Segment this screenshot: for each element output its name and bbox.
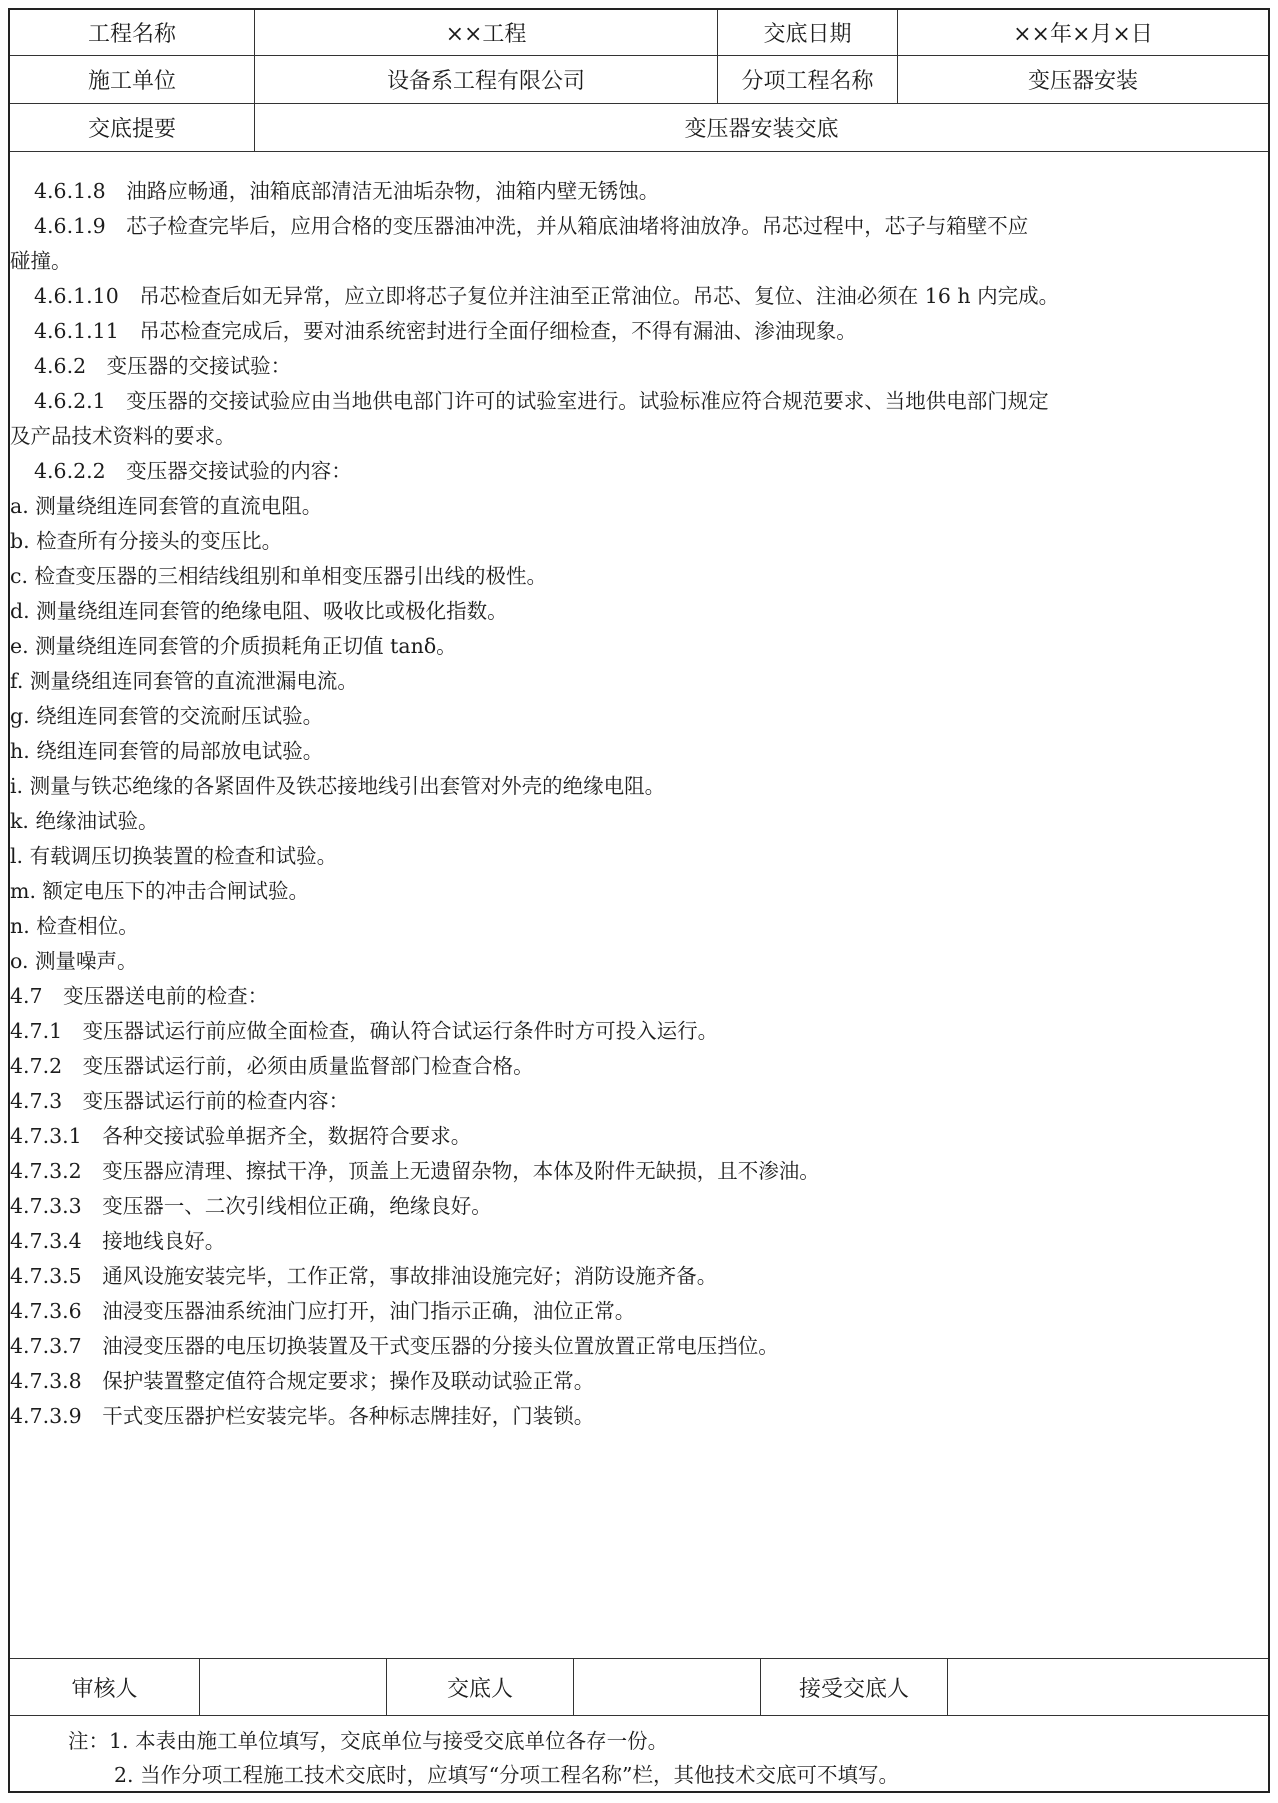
notes-section	[10, 1716, 1268, 1793]
content-line: 碰撞。	[10, 249, 72, 273]
project-name-value: ××工程	[255, 10, 718, 55]
subproject-name-value: 变压器安装	[1027, 69, 1138, 94]
construction-unit-value: 设备系工程有限公司	[255, 56, 718, 103]
content-line: 4.6.2.1 变压器的交接试验应由当地供电部门许可的试验室进行。试验标准应符合规范要求、当地供电部门规定	[34, 389, 1049, 413]
discloser-label: 交底人	[387, 1659, 574, 1715]
content-line: 4.6.2.2 变压器交接试验的内容：	[34, 459, 352, 483]
content-line: o. 测量噪声。	[10, 949, 138, 973]
content-line: n. 检查相位。	[10, 914, 139, 938]
header-row-3	[10, 104, 1268, 152]
content-line: 4.6.1.10 吊芯检查后如无异常，应立即将芯子复位并注油至正常油位。吊芯、复位、注油必须在 16 h 内完成。	[34, 284, 1060, 308]
content-line: 4.6.1.9 芯子检查完毕后，应用合格的变压器油冲洗，并从箱底油堵将油放净。吊芯过程中，芯子与箱壁不应	[34, 214, 1029, 238]
reviewer-value	[200, 1659, 387, 1715]
content-line: 4.7.2 变压器试运行前，必须由质量监督部门检查合格。	[10, 1054, 534, 1078]
note-1: 注：1. 本表由施工单位填写，交底单位与接受交底单位各存一份。	[68, 1729, 669, 1753]
date-value: ××年×月×日	[1013, 22, 1153, 47]
reviewer-label: 审核人	[10, 1659, 200, 1715]
content-line: 4.7.3.8 保护装置整定值符合规定要求；操作及联动试验正常。	[10, 1369, 595, 1393]
discloser-value	[574, 1659, 761, 1715]
content-line: 4.7 变压器送电前的检查：	[10, 984, 269, 1008]
content-line: 及产品技术资料的要求。	[10, 424, 236, 448]
content-line: 4.6.2 变压器的交接试验：	[34, 354, 292, 378]
content-line: a. 测量绕组连同套管的直流电阻。	[10, 494, 323, 518]
disclosure-content	[10, 152, 1268, 1659]
project-name-label: 工程名称	[10, 10, 255, 55]
content-line: d. 测量绕组连同套管的绝缘电阻、吸收比或极化指数。	[10, 599, 508, 623]
note-2: 2. 当作分项工程施工技术交底时，应填写“分项工程名称”栏，其他技术交底可不填写。	[114, 1763, 900, 1787]
content-line: 4.7.3.6 油浸变压器油系统油门应打开，油门指示正确，油位正常。	[10, 1299, 636, 1323]
content-line: l. 有载调压切换装置的检查和试验。	[10, 844, 338, 868]
content-line: i. 测量与铁芯绝缘的各紧固件及铁芯接地线引出套管对外壳的绝缘电阻。	[10, 774, 666, 798]
content-line: 4.7.3.5 通风设施安装完毕，工作正常，事故排油设施完好；消防设施齐备。	[10, 1264, 718, 1288]
receiver-value	[948, 1659, 1268, 1715]
content-line: 4.7.3.3 变压器一、二次引线相位正确，绝缘良好。	[10, 1194, 492, 1218]
content-line: b. 检查所有分接头的变压比。	[10, 529, 283, 553]
content-line: g. 绕组连同套管的交流耐压试验。	[10, 704, 324, 728]
content-line: 4.7.1 变压器试运行前应做全面检查，确认符合试运行条件时方可投入运行。	[10, 1019, 719, 1043]
date-label: 交底日期	[718, 10, 898, 55]
content-line: 4.7.3.4 接地线良好。	[10, 1229, 226, 1253]
summary-label: 交底提要	[10, 104, 255, 151]
content-line: 4.7.3.7 油浸变压器的电压切换装置及干式变压器的分接头位置放置正常电压挡位。	[10, 1334, 779, 1358]
content-line: c. 检查变压器的三相结线组别和单相变压器引出线的极性。	[10, 564, 548, 588]
header-row-2	[10, 56, 1268, 104]
content-line: e. 测量绕组连同套管的介质损耗角正切值 tanδ。	[10, 634, 457, 658]
content-line: m. 额定电压下的冲击合闸试验。	[10, 879, 309, 903]
content-line: 4.7.3.1 各种交接试验单据齐全，数据符合要求。	[10, 1124, 472, 1148]
content-line: 4.7.3.9 干式变压器护栏安装完毕。各种标志牌挂好，门装锁。	[10, 1404, 595, 1428]
content-line: 4.6.1.8 油路应畅通，油箱底部清洁无油垢杂物，油箱内壁无锈蚀。	[34, 179, 660, 203]
content-line: 4.6.1.11 吊芯检查完成后，要对油系统密封进行全面仔细检查，不得有漏油、渗油现象。	[34, 319, 857, 343]
subproject-name-label: 分项工程名称	[718, 56, 898, 103]
construction-unit-label: 施工单位	[10, 56, 255, 103]
content-line: 4.7.3.2 变压器应清理、擦拭干净，顶盖上无遗留杂物，本体及附件无缺损，且不渗油。	[10, 1159, 820, 1183]
summary-value: 变压器安装交底	[684, 117, 839, 142]
receiver-label: 接受交底人	[761, 1659, 948, 1715]
disclosure-form	[8, 8, 1270, 1793]
content-line: 4.7.3 变压器试运行前的检查内容：	[10, 1089, 350, 1113]
signature-row	[10, 1659, 1268, 1716]
header-row-1	[10, 10, 1268, 56]
content-line: k. 绝缘油试验。	[10, 809, 159, 833]
content-line: f. 测量绕组连同套管的直流泄漏电流。	[10, 669, 358, 693]
content-line: h. 绕组连同套管的局部放电试验。	[10, 739, 324, 763]
